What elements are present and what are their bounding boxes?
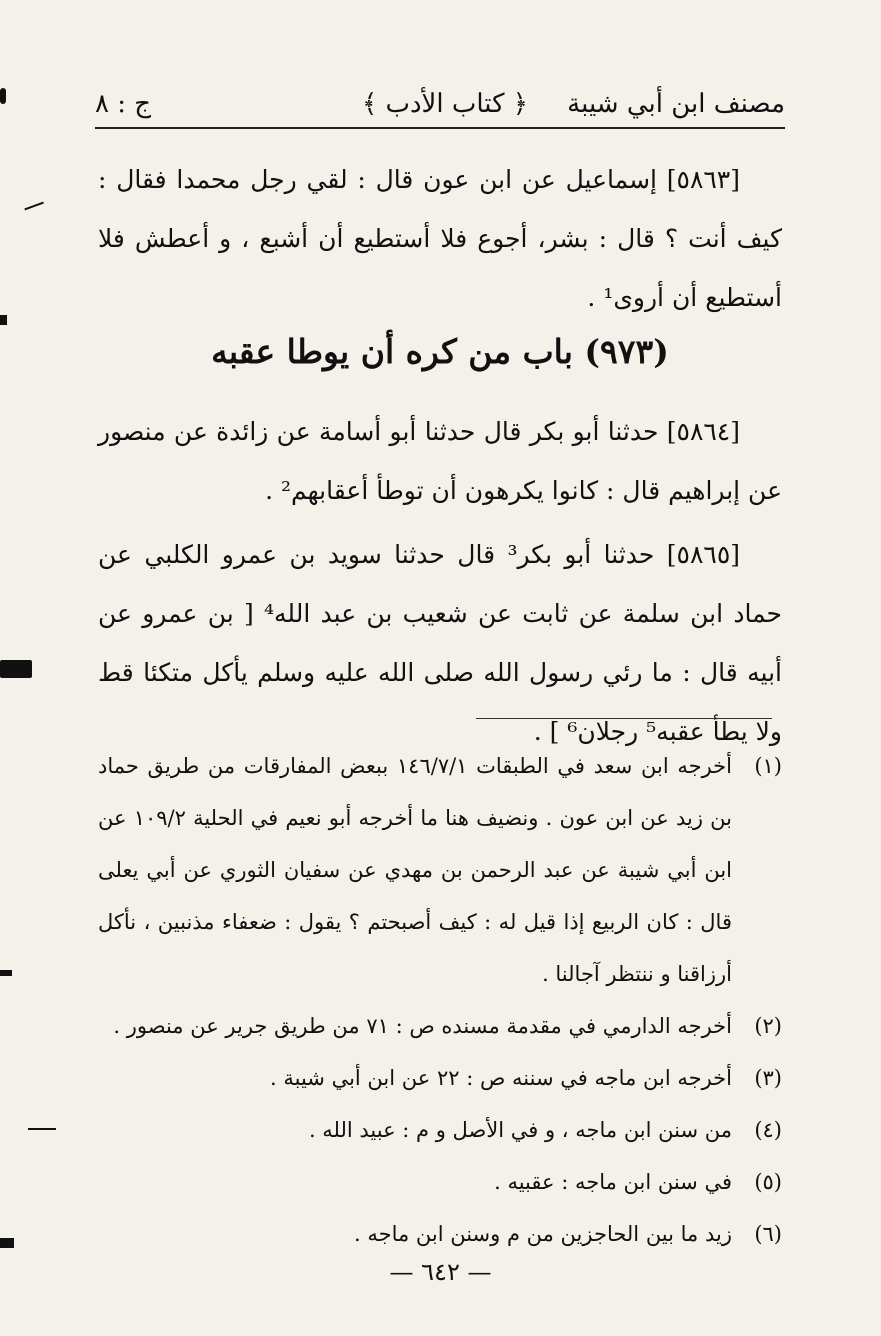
volume-label: ج : ٨ — [95, 89, 152, 119]
hadith-5864-text: [٥٨٦٤] حدثنا أبو بكر قال حدثنا أبو أسامة عن زائدة عن منصور عن إبراهيم قال : كانوا يكرهون أن توطأ أعقابهم² . — [98, 417, 782, 505]
book-title: مصنف ابن أبي شيبة — [567, 89, 785, 119]
footnote-text: أخرجه ابن ماجه في سننه ص : ٢٢ عن ابن أبي شيبة . — [270, 1066, 732, 1090]
scan-mark — [0, 660, 32, 678]
footnote-text: في سنن ابن ماجه : عقبيه . — [494, 1170, 732, 1194]
footnote-number: (٦) — [754, 1222, 782, 1246]
chapter-heading: (٩٧٣) باب من كره أن يوطا عقبه — [211, 332, 669, 371]
footnotes — [98, 740, 782, 1260]
footnote-4 — [98, 1104, 782, 1156]
footnote-number: (٣) — [754, 1066, 782, 1090]
hadith-5863-text: [٥٨٦٣] إسماعيل عن ابن عون قال : لقي رجل محمدا فقال : كيف أنت ؟ قال : بشر، أجوع فلا أستطيع أن أشبع ، و أعطش فلا أستطيع أن أروى¹ . — [98, 165, 782, 312]
hadith-5865-text: [٥٨٦٥] حدثنا أبو بكر³ قال حدثنا سويد بن عمرو الكلبي عن حماد ابن سلمة عن ثابت عن شعيب بن عبد الله⁴ [ بن عمرو عن أبيه قال : ما رئي رسول الله صلى الله عليه وسلم يأكل متكئا قط ولا يطأ عقبه⁵ رجلان⁶ ] . — [98, 540, 782, 746]
running-header — [95, 82, 785, 126]
footnote-2 — [98, 1000, 782, 1052]
scan-mark — [28, 1128, 56, 1130]
scan-mark — [0, 1238, 14, 1248]
footnote-text: زيد ما بين الحاجزين من م وسنن ابن ماجه . — [353, 1222, 732, 1246]
scan-mark — [0, 88, 6, 104]
footnote-6 — [98, 1208, 782, 1260]
footnote-text: أخرجه ابن سعد في الطبقات ١٤٦/٧/١ ببعض المفارقات من طريق حماد بن زيد عن ابن عون . ونضيف هنا ما أخرجه أبو نعيم في الحلية ١٠٩/٢ عن ابن أبي شيبة عن عبد الرحمن بن مهدي عن سفيان الثوري عن أبي يعلى قال : كان الربيع إذا قيل له : كيف أصبحتم ؟ يقول : ضعفاء مذنبين ، نأكل أرزاقنا و ننتظر آجالنا . — [98, 754, 732, 986]
hadith-5865 — [98, 525, 782, 761]
footnote-3 — [98, 1052, 782, 1104]
footnote-rule — [476, 718, 772, 719]
footnote-number: (٢) — [754, 1014, 782, 1038]
footnote-1 — [98, 740, 782, 1000]
footnote-number: (٤) — [754, 1118, 782, 1142]
page-number: — ٦٤٢ — — [389, 1258, 492, 1286]
footnote-5 — [98, 1156, 782, 1208]
header-rule — [95, 127, 785, 129]
footnote-text: من سنن ابن ماجه ، و في الأصل و م : عبيد الله . — [308, 1118, 732, 1142]
scan-mark — [0, 970, 12, 976]
hadith-5863 — [98, 150, 782, 327]
section-title: ﴿ كتاب الأدب ﴾ — [362, 89, 528, 119]
scan-mark — [0, 315, 7, 325]
footnote-number: (٥) — [754, 1170, 782, 1194]
footnote-text: أخرجه الدارمي في مقدمة مسنده ص : ٧١ من طريق جرير عن منصور . — [113, 1014, 732, 1038]
scan-mark — [24, 202, 43, 210]
hadith-5864 — [98, 402, 782, 520]
footnote-number: (١) — [754, 754, 782, 778]
